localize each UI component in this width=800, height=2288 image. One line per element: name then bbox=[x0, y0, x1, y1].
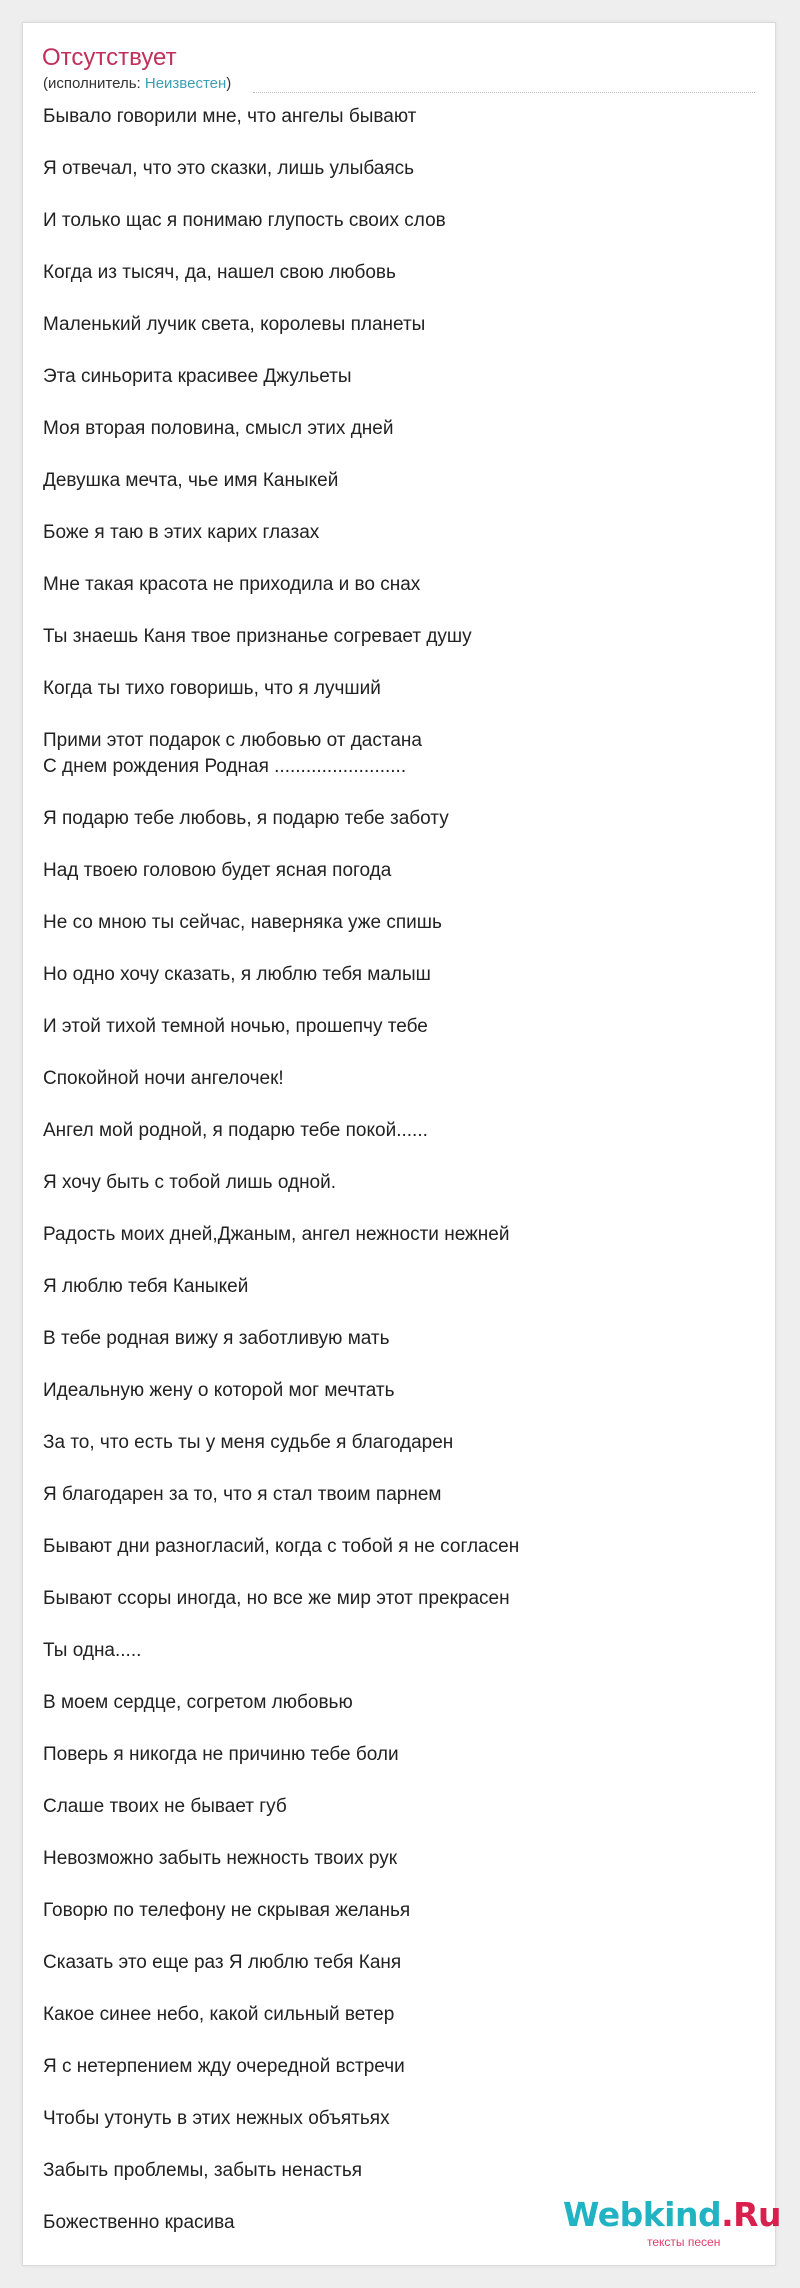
lyric-line: Чтобы утонуть в этих нежных объятьях bbox=[43, 2108, 390, 2129]
lyric-line: Я благодарен за то, что я стал твоим парнем bbox=[43, 1484, 442, 1505]
lyric-line: В тебе родная вижу я заботливую мать bbox=[43, 1328, 390, 1349]
lyric-line: Девушка мечта, чье имя Каныкей bbox=[43, 470, 339, 491]
lyric-line: Какое синее небо, какой сильный ветер bbox=[43, 2004, 395, 2025]
lyric-line: Идеальную жену о которой мог мечтать bbox=[43, 1380, 395, 1401]
lyric-line: Поверь я никогда не причиню тебе боли bbox=[43, 1744, 399, 1765]
lyric-line: Божественно красива bbox=[43, 2212, 235, 2233]
artist-link[interactable]: Неизвестен bbox=[144, 75, 227, 92]
lyric-line: Но одно хочу сказать, я люблю тебя малыш bbox=[43, 964, 431, 985]
lyric-line: Слаше твоих не бывает губ bbox=[43, 1796, 287, 1817]
lyric-line: С днем рождения Родная ......................... bbox=[43, 756, 407, 777]
logo-tld-text: .Ru bbox=[721, 2195, 782, 2234]
lyric-line: Ангел мой родной, я подарю тебе покой...... bbox=[43, 1120, 428, 1141]
lyric-line: Ты одна..... bbox=[43, 1640, 142, 1661]
lyric-line: Невозможно забыть нежность твоих рук bbox=[43, 1848, 398, 1869]
lyric-line: Эта синьорита красивее Джульеты bbox=[43, 366, 352, 387]
artist-suffix: ) bbox=[226, 75, 232, 92]
lyric-line: Ты знаешь Каня твое признанье согревает душу bbox=[43, 626, 472, 647]
lyric-line: В моем сердце, согретом любовью bbox=[43, 1692, 353, 1713]
lyric-line: Сказать это еще раз Я люблю тебя Каня bbox=[43, 1952, 402, 1973]
webkind-logo[interactable] bbox=[563, 2195, 782, 2255]
lyric-line: Я подарю тебе любовь, я подарю тебе заботу bbox=[43, 808, 449, 829]
artist-prefix: (исполнитель: bbox=[43, 75, 145, 92]
artist-line bbox=[43, 74, 231, 94]
title-divider bbox=[253, 92, 755, 93]
lyric-line: Я хочу быть с тобой лишь одной. bbox=[43, 1172, 337, 1193]
logo-subtitle: тексты песен bbox=[647, 2235, 721, 2249]
lyric-line: Моя вторая половина, смысл этих дней bbox=[43, 418, 394, 439]
lyric-line: Спокойной ночи ангелочек! bbox=[43, 1068, 284, 1089]
logo-main-text: Webkind bbox=[563, 2195, 722, 2234]
song-title: Отсутствует bbox=[42, 44, 177, 71]
lyric-line: Маленький лучик света, королевы планеты bbox=[43, 314, 426, 335]
lyric-line: Забыть проблемы, забыть ненастья bbox=[43, 2160, 363, 2181]
lyric-line: Бывают ссоры иногда, но все же мир этот прекрасен bbox=[43, 1588, 510, 1609]
lyric-line: Бывают дни разногласий, когда с тобой я не согласен bbox=[43, 1536, 520, 1557]
lyric-line: Я люблю тебя Каныкей bbox=[43, 1276, 249, 1297]
lyric-line: Боже я таю в этих карих глазах bbox=[43, 522, 320, 543]
lyric-line: Говорю по телефону не скрывая желанья bbox=[43, 1900, 411, 1921]
lyric-line: Я отвечал, что это сказки, лишь улыбаясь bbox=[43, 158, 415, 179]
lyric-line: Радость моих дней,Джаным, ангел нежности нежней bbox=[43, 1224, 510, 1245]
lyric-line: Мне такая красота не приходила и во снах bbox=[43, 574, 421, 595]
lyric-line: И только щас я понимаю глупость своих слов bbox=[43, 210, 446, 231]
lyric-line: Прими этот подарок с любовью от дастана bbox=[43, 730, 422, 751]
lyric-line: Бывало говорили мне, что ангелы бывают bbox=[43, 106, 417, 127]
lyric-line: Когда ты тихо говоришь, что я лучший bbox=[43, 678, 381, 699]
lyric-line: За то, что есть ты у меня судьбе я благодарен bbox=[43, 1432, 454, 1453]
lyric-line: Я с нетерпением жду очередной встречи bbox=[43, 2056, 405, 2077]
lyric-line: И этой тихой темной ночью, прошепчу тебе bbox=[43, 1016, 428, 1037]
lyrics-card bbox=[22, 22, 776, 2266]
lyric-line: Когда из тысяч, да, нашел свою любовь bbox=[43, 262, 396, 283]
lyric-line: Не со мною ты сейчас, наверняка уже спишь bbox=[43, 912, 442, 933]
lyrics-text bbox=[43, 104, 743, 2262]
logo-wordmark bbox=[563, 2195, 781, 2235]
lyric-line: Над твоею головою будет ясная погода bbox=[43, 860, 392, 881]
